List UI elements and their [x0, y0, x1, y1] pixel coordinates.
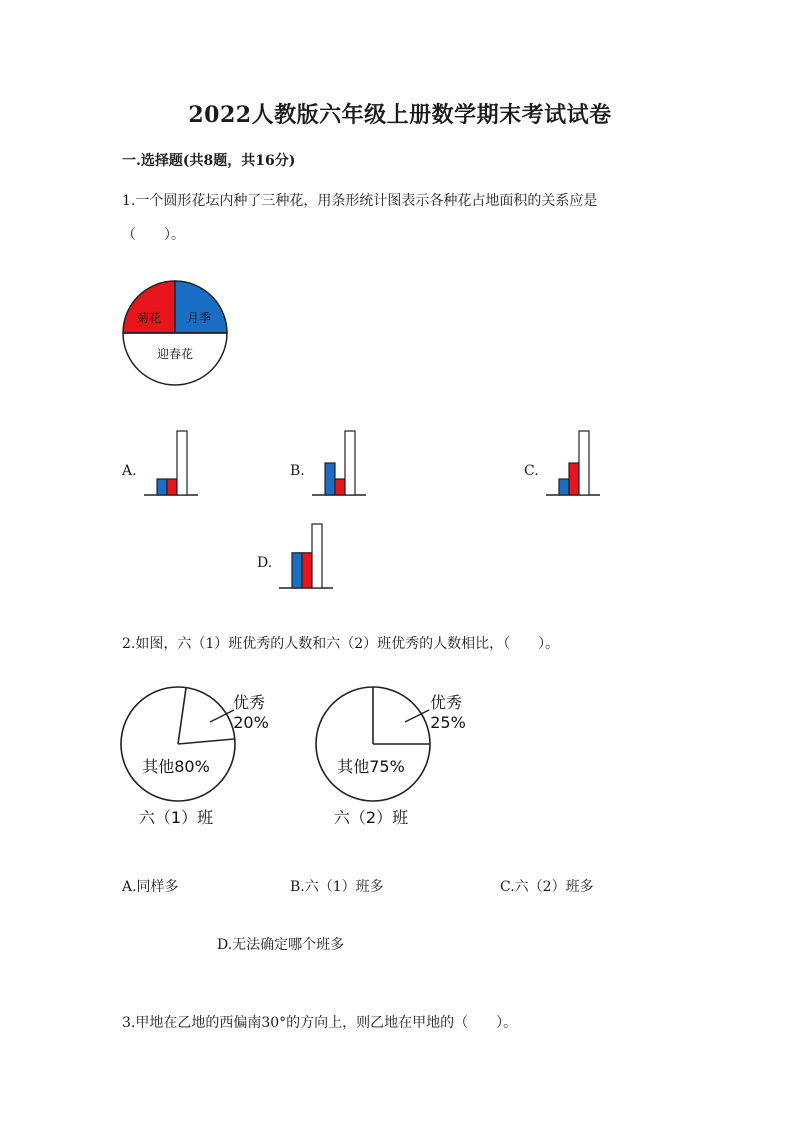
- q2-pie-2-other-label: 其他75%: [337, 757, 405, 776]
- q1-option-c-label[interactable]: C.: [524, 463, 539, 479]
- q2-option-d[interactable]: D.无法确定哪个班多: [217, 937, 345, 953]
- q2-pie-2-good-pct: 25%: [430, 713, 466, 732]
- q2-pie-2-caption: 六（2）班: [333, 808, 409, 827]
- q1-option-a-label[interactable]: A.: [122, 463, 137, 479]
- q2-pie-class-2: [313, 686, 466, 836]
- question-1-blank: （ ）。: [122, 227, 185, 243]
- bar-red: [302, 553, 312, 588]
- bar-red: [569, 463, 579, 495]
- q2-pie-1-caption: 六（1）班: [138, 808, 214, 827]
- q1-option-c-chart[interactable]: [544, 425, 604, 500]
- q1-option-d-label[interactable]: D.: [257, 555, 273, 571]
- bar-blue: [559, 479, 569, 495]
- bar-white: [177, 431, 187, 495]
- section-heading: 一.选择题(共8题，共16分): [122, 153, 296, 169]
- q2-pie-2-good-label: 优秀: [429, 693, 463, 712]
- pie-slice-rose: [175, 281, 227, 333]
- bar-red: [167, 479, 177, 495]
- question-2-text: 2.如图，六（1）班优秀的人数和六（2）班优秀的人数相比，（ ）。: [122, 636, 560, 652]
- q1-option-b-chart[interactable]: [310, 425, 370, 500]
- q2-pie-class-1: [118, 686, 269, 836]
- bar-white: [579, 431, 589, 495]
- q2-option-a[interactable]: A.同样多: [122, 879, 179, 895]
- bar-red: [335, 479, 345, 495]
- q1-option-d-chart[interactable]: [277, 518, 337, 593]
- page-title: 2022人教版六年级上册数学期末考试试卷: [188, 102, 612, 128]
- pie-slice-chrysanthemum: [123, 281, 175, 333]
- pie-label-left: 菊花: [136, 311, 162, 325]
- q2-option-c[interactable]: C.六（2）班多: [500, 879, 594, 895]
- pie-label-right: 月季: [186, 311, 212, 325]
- q1-pie-figure: [120, 278, 230, 388]
- question-1-text: 1.一个圆形花坛内种了三种花，用条形统计图表示各种花占地面积的关系应是: [122, 193, 598, 209]
- bar-white: [312, 524, 322, 588]
- bar-white: [345, 431, 355, 495]
- q2-option-b[interactable]: B.六（1）班多: [290, 879, 384, 895]
- q2-pie-1-good-pct: 20%: [233, 713, 269, 732]
- q1-option-a-chart[interactable]: [142, 425, 202, 500]
- q2-pie-1-good-label: 优秀: [232, 693, 266, 712]
- q1-option-b-label[interactable]: B.: [290, 463, 305, 479]
- bar-blue: [292, 553, 302, 588]
- q2-pie-1-other-label: 其他80%: [142, 757, 210, 776]
- bar-blue: [157, 479, 167, 495]
- bar-blue: [325, 463, 335, 495]
- question-3-text: 3.甲地在乙地的西偏南30°的方向上，则乙地在甲地的（ ）。: [122, 1015, 518, 1031]
- pie-label-bottom: 迎春花: [156, 347, 194, 361]
